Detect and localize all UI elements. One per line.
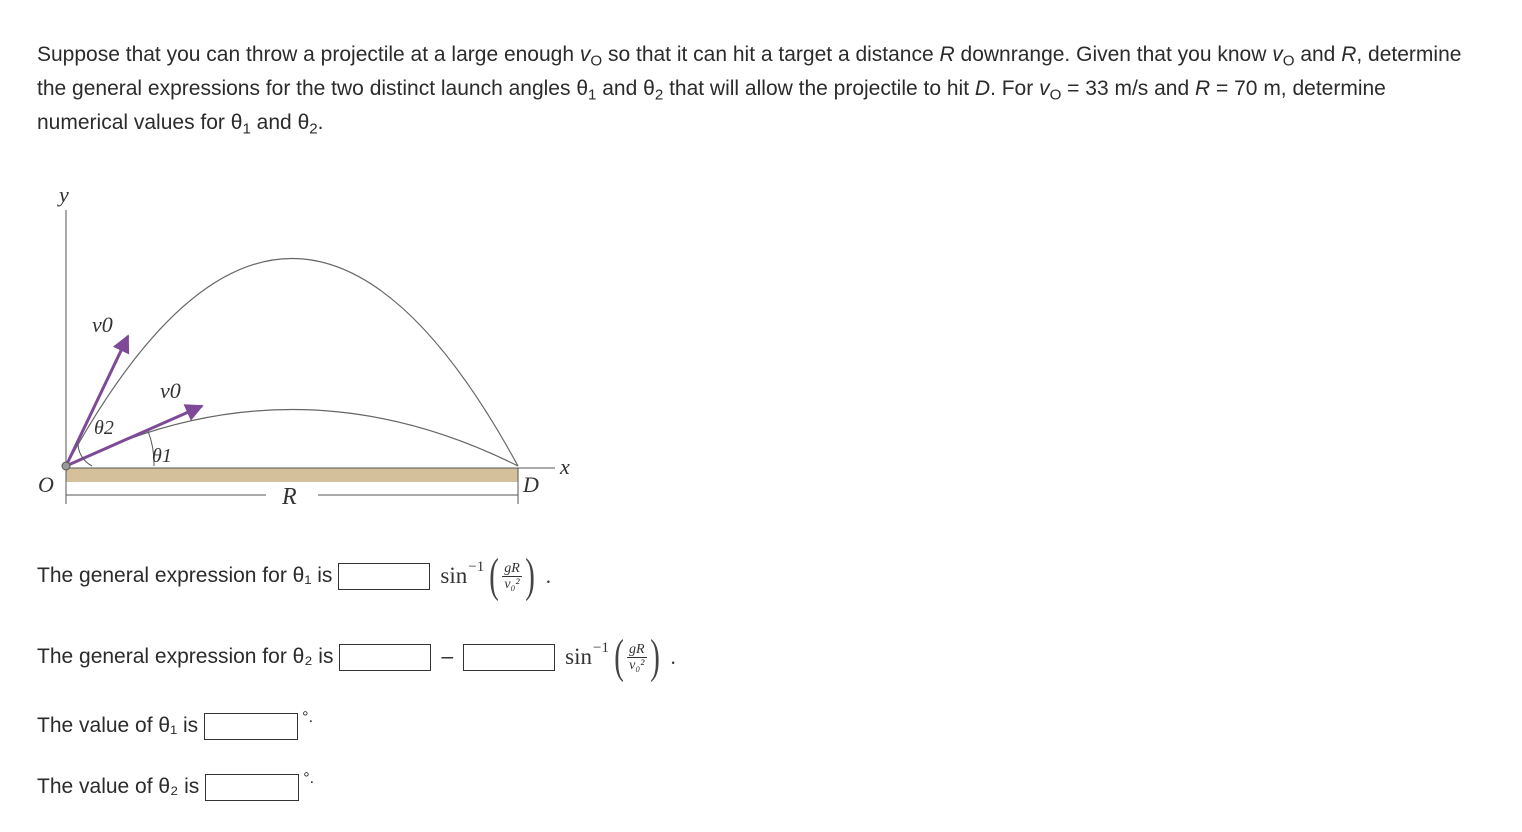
v0-lower-arrow	[66, 406, 202, 466]
origin-label: O	[38, 472, 54, 497]
x-axis-label: x	[560, 454, 570, 479]
range-r-label: R	[282, 484, 297, 510]
theta2-label: θ2	[94, 417, 114, 439]
theta1-expression-input[interactable]	[338, 563, 430, 590]
theta1-formula: sin −1 ( $\frac{gR}{\text{v₀²}}$ ) .	[440, 549, 551, 602]
projectile-figure	[30, 178, 590, 518]
theta1-value-row	[37, 706, 313, 746]
theta1-expression-row	[37, 549, 551, 602]
target-d-label: D	[523, 472, 539, 497]
theta1-label: θ1	[152, 445, 172, 467]
degree-unit: °.	[302, 709, 314, 726]
theta1-value-input[interactable]	[204, 713, 298, 740]
theta1-value-label: The value of θ₁ is	[37, 714, 199, 737]
degree-unit: °.	[303, 770, 315, 787]
v0-lower-label: v0	[160, 378, 181, 403]
ground-strip	[66, 468, 518, 482]
theta1-expression-label: The general expression for θ₁ is	[37, 564, 333, 587]
v0-upper-arrow	[66, 336, 128, 466]
minus-sign: –	[441, 645, 454, 668]
problem-statement: Suppose that you can throw a projectile at a large enough $v_O$ so that it can hit a target a distance R downrange. Given that you know $v_O$ and R, determine the general expressions for the two distinct launch angles $\theta_1$ and $\theta_2$ that will allow the projectile to hit D. For $v_O = 33$ m/s and R = 70 m, determine numerical values for $\theta_1$ and $\theta_2$.	[37, 43, 1462, 138]
origin-point	[62, 462, 70, 470]
theta2-formula: sin −1 ( $\frac{gR}{\text{v₀²}}$ ) .	[565, 630, 676, 683]
theta2-expression-input-a[interactable]	[339, 644, 431, 671]
theta2-expression-row	[37, 630, 676, 683]
theta2-expression-label: The general expression for θ₂ is	[37, 645, 334, 668]
theta2-expression-input-b[interactable]	[463, 644, 555, 671]
v0-upper-label: v0	[92, 312, 113, 337]
low-trajectory	[66, 410, 518, 467]
y-axis-label: y	[59, 182, 69, 207]
theta2-value-row	[37, 767, 314, 807]
theta2-value-label: The value of θ₂ is	[37, 775, 200, 798]
theta2-value-input[interactable]	[205, 774, 299, 801]
